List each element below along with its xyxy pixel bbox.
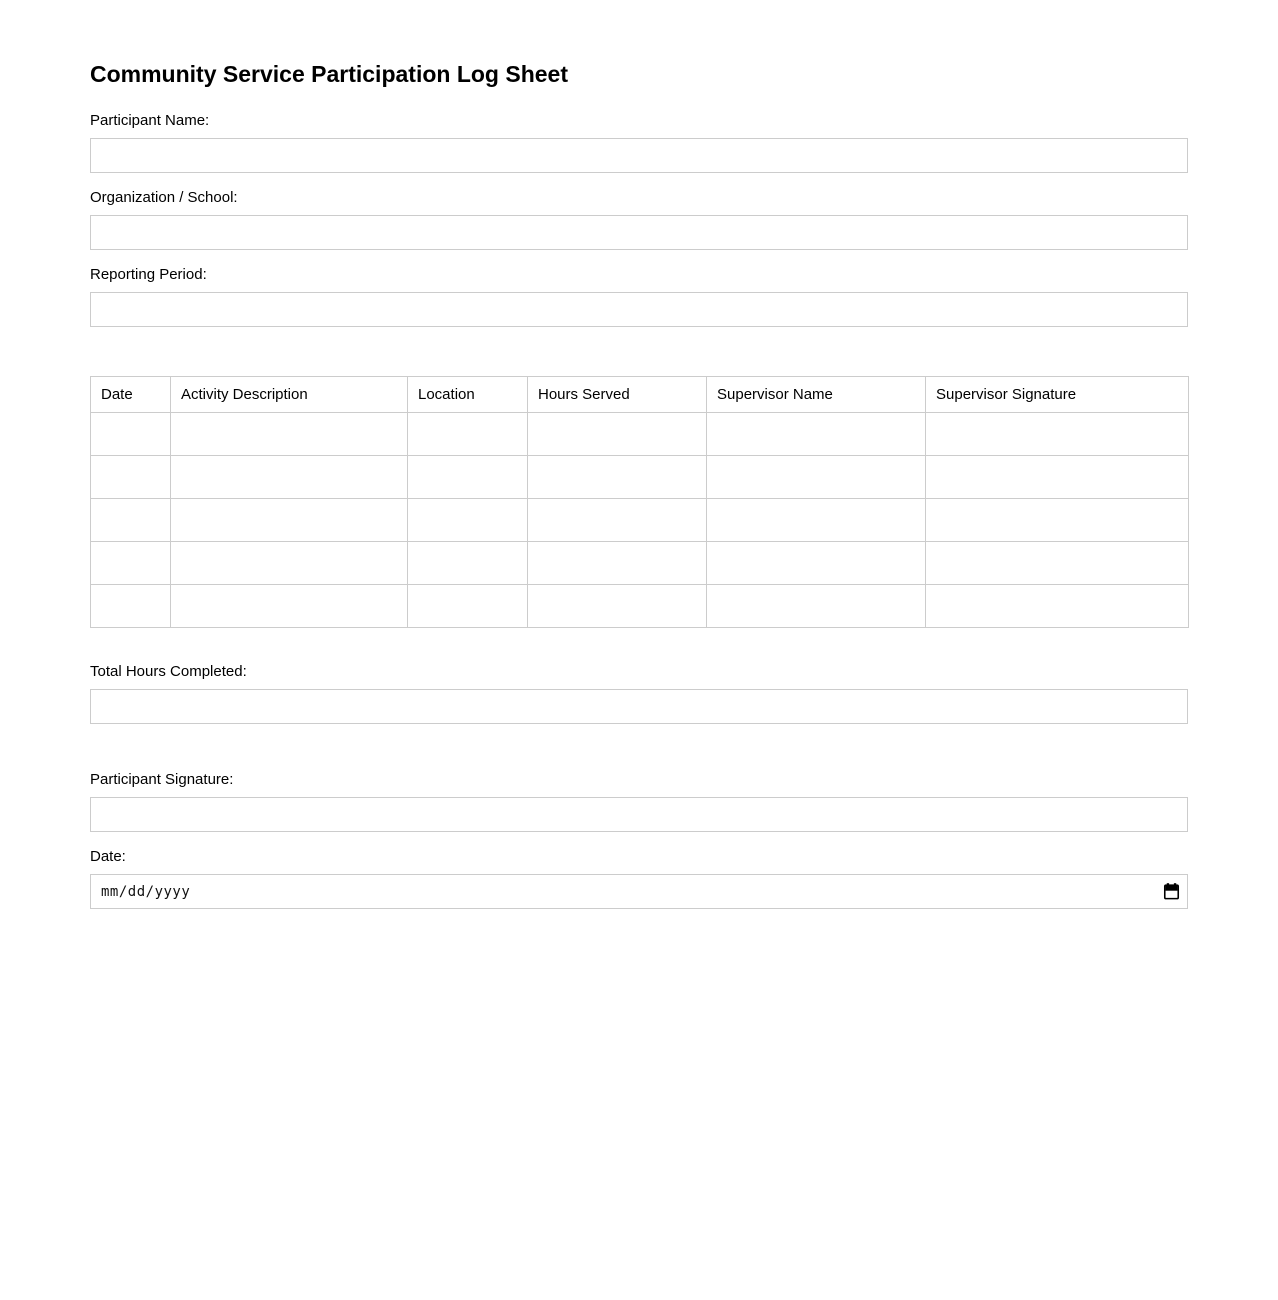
column-header: Hours Served — [528, 377, 707, 413]
participant-name-input[interactable] — [90, 138, 1188, 173]
participant-signature-field — [90, 771, 1188, 832]
total-hours-field — [90, 663, 1188, 724]
log-sheet-page — [90, 0, 1188, 909]
table-cell — [408, 499, 528, 542]
table-cell — [91, 413, 171, 456]
participant-name-label: Participant Name: — [90, 112, 210, 129]
table-cell — [171, 456, 408, 499]
table-cell — [707, 456, 926, 499]
reporting-period-field — [90, 266, 1188, 327]
organization-field — [90, 189, 1188, 250]
participant-signature-input[interactable] — [90, 797, 1188, 832]
table-cell — [408, 456, 528, 499]
date-label: Date: — [90, 848, 126, 865]
table-cell — [528, 413, 707, 456]
total-hours-input[interactable] — [90, 689, 1188, 724]
table-header-row — [91, 377, 1189, 413]
column-header: Supervisor Signature — [926, 377, 1189, 413]
table-row — [91, 542, 1189, 585]
table-cell — [91, 499, 171, 542]
table-cell — [926, 499, 1189, 542]
column-header: Location — [408, 377, 528, 413]
calendar-icon[interactable] — [1161, 882, 1181, 902]
table-cell — [408, 585, 528, 628]
table-cell — [408, 542, 528, 585]
total-hours-label: Total Hours Completed: — [90, 663, 247, 680]
table-cell — [171, 499, 408, 542]
table-cell — [707, 499, 926, 542]
column-header: Supervisor Name — [707, 377, 926, 413]
table-cell — [707, 585, 926, 628]
date-placeholder-text: mm/dd/yyyy — [101, 883, 191, 900]
table-cell — [926, 413, 1189, 456]
table-cell — [91, 456, 171, 499]
log-table — [90, 376, 1189, 628]
date-field — [90, 848, 1188, 909]
table-row — [91, 413, 1189, 456]
table-cell — [528, 585, 707, 628]
table-cell — [171, 585, 408, 628]
table-cell — [926, 585, 1189, 628]
table-cell — [528, 542, 707, 585]
participant-signature-label: Participant Signature: — [90, 771, 234, 788]
organization-label: Organization / School: — [90, 189, 238, 206]
table-cell — [528, 456, 707, 499]
table-cell — [926, 456, 1189, 499]
date-input[interactable] — [90, 874, 1188, 909]
table-cell — [926, 542, 1189, 585]
table-cell — [707, 413, 926, 456]
participant-name-field — [90, 112, 1188, 173]
table-cell — [171, 413, 408, 456]
table-row — [91, 456, 1189, 499]
table-cell — [171, 542, 408, 585]
reporting-period-label: Reporting Period: — [90, 266, 207, 283]
table-row — [91, 585, 1189, 628]
table-cell — [707, 542, 926, 585]
table-cell — [408, 413, 528, 456]
table-cell — [528, 499, 707, 542]
organization-input[interactable] — [90, 215, 1188, 250]
column-header: Activity Description — [171, 377, 408, 413]
reporting-period-input[interactable] — [90, 292, 1188, 327]
table-row — [91, 499, 1189, 542]
table-cell — [91, 585, 171, 628]
page-title: Community Service Participation Log Sheet — [90, 61, 568, 87]
column-header: Date — [91, 377, 171, 413]
table-cell — [91, 542, 171, 585]
